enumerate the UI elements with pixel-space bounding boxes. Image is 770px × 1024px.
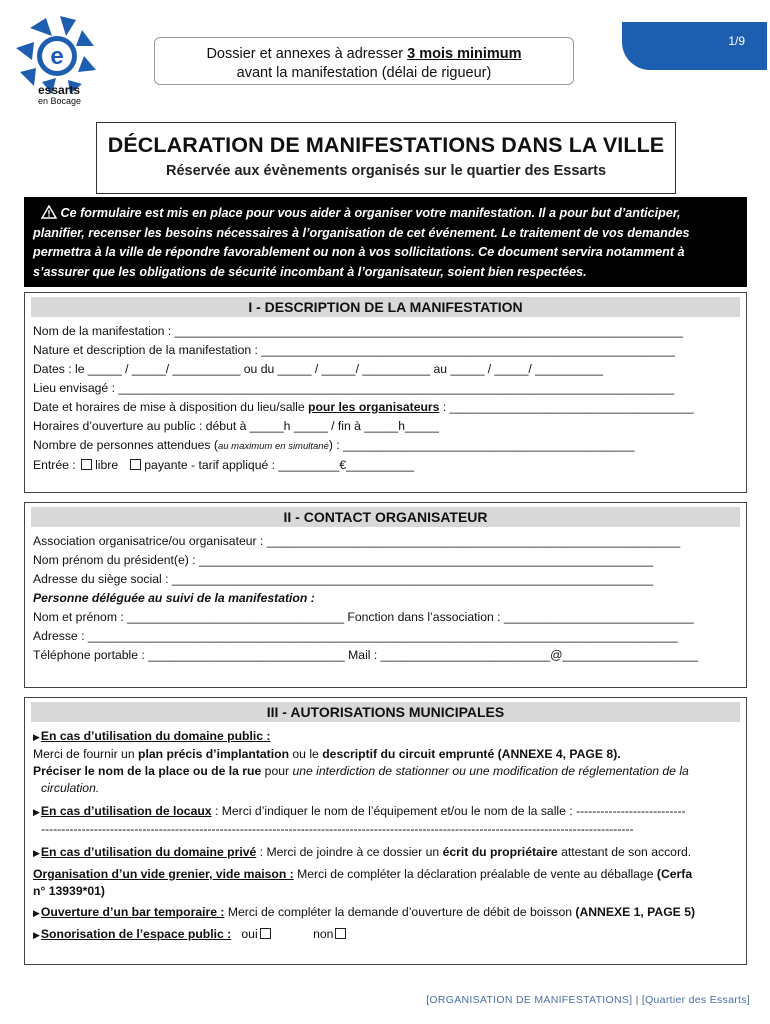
- domaine-public-text: [33, 746, 746, 763]
- text-bold: descriptif du circuit emprunté (ANNEXE 4, PAGE 8).: [322, 747, 621, 761]
- footer-sep: |: [632, 994, 642, 1006]
- page-subtitle: Réservée aux évènements organisés sur le quartier des Essarts: [165, 163, 607, 179]
- label: Nombre de personnes attendues (: [33, 438, 218, 452]
- notice-bold: 3 mois minimum: [407, 46, 522, 62]
- arrow-icon: ▶: [33, 908, 40, 918]
- locaux-blank[interactable]: --------------------------------------------------------------------------------------------------------------------------------------------------: [41, 822, 634, 836]
- field-nombre-personnes[interactable]: [33, 436, 746, 456]
- text: Merci de compléter la déclaration préalable de vente au déballage: [293, 867, 657, 881]
- warning-text-3: permettra à la ville de répondre favorablement ou non à vos sollicitations. Ce document servira notamment à: [33, 245, 685, 259]
- field-telephone-mail[interactable]: Téléphone portable : _____________________________ Mail : _________________________@____________________: [33, 648, 699, 662]
- text-bold: plan précis d’implantation: [138, 747, 290, 761]
- label-bold: pour les organisateurs: [308, 400, 440, 414]
- vide-title: Organisation d’un vide grenier, vide maison :: [33, 867, 294, 881]
- locaux-row[interactable]: [33, 803, 746, 821]
- field-nom-manifestation[interactable]: Nom de la manifestation : ___________________________________________________________________________: [33, 324, 683, 338]
- vide-grenier-row: [33, 866, 746, 883]
- field-horaires[interactable]: Horaires d’ouverture au public : début à _____h _____ / fin à _____h_____: [33, 419, 439, 433]
- section-header: III - AUTORISATIONS MUNICIPALES: [31, 702, 740, 722]
- field-siege[interactable]: Adresse du siège social : _______________________________________________________________________: [33, 572, 654, 586]
- footer-left: [ORGANISATION DE MANIFESTATIONS]: [426, 994, 633, 1006]
- field-dates[interactable]: Dates : le _____ / _____/ __________ ou du _____ / _____/ __________ au _____ / _____/ __________: [33, 362, 603, 376]
- section-header: I - DESCRIPTION DE LA MANIFESTATION: [31, 297, 740, 317]
- footer: [410, 994, 750, 1006]
- text-bold: Préciser le nom de la place ou de la rue: [33, 764, 262, 778]
- cerfa-number: n° 13939*01): [33, 884, 105, 898]
- text: pour: [261, 764, 293, 778]
- deadline-notice: [154, 37, 574, 85]
- section-autorisations: [24, 697, 747, 965]
- field-mise-a-disposition[interactable]: [33, 398, 746, 417]
- bar-row: [33, 904, 746, 922]
- field-president[interactable]: Nom prénom du président(e) : ___________________________________________________________________: [33, 553, 654, 567]
- text: : Merci de joindre à ce dossier un: [256, 845, 443, 859]
- warning-text-1: Ce formulaire est mis en place pour vous aider à organiser votre manifestation. Il a pour but d’anticiper,: [60, 206, 681, 220]
- non-checkbox[interactable]: [335, 928, 346, 939]
- text: Merci de compléter la demande d’ouverture de débit de boisson: [224, 905, 576, 919]
- locaux-text: : Merci d’indiquer le nom de l’équipement et/ou le nom de la salle : ---------------------------: [211, 804, 686, 818]
- page-number-tab: [622, 22, 767, 70]
- field-nom-fonction[interactable]: Nom et prénom : ________________________________ Fonction dans l’association : ____________________________: [33, 610, 694, 624]
- logo-sub: en Bocage: [38, 96, 82, 106]
- locaux-title: En cas d’utilisation de locaux: [40, 804, 212, 818]
- prive-title: En cas d’utilisation du domaine privé: [40, 845, 257, 859]
- non-label: non: [313, 927, 334, 941]
- warning-banner: [24, 197, 747, 287]
- warning-text-2: planifier, recenser les besoins nécessaires à l’organisation de cet événement. Le traitement de vos demandes: [33, 225, 690, 240]
- svg-text:e: e: [50, 43, 64, 70]
- field-nature[interactable]: Nature et description de la manifestation : _____________________________________________________________: [33, 343, 675, 357]
- field-entree: [33, 456, 746, 475]
- text: ou le: [289, 747, 323, 761]
- label-small: au maximum en simultané: [217, 441, 329, 452]
- warning-text-4: s’assurer que les obligations de sécurité incombant à l’organisateur, soient bien respectées.: [33, 264, 587, 279]
- title-box: [96, 122, 676, 194]
- libre-label: libre: [95, 458, 119, 472]
- label: Date et horaires de mise à disposition du lieu/salle: [33, 400, 309, 414]
- text-italic: une interdiction de stationner ou une modification de réglementation de la: [292, 764, 689, 778]
- sono-title: Sonorisation de l’espace public :: [40, 927, 232, 941]
- section-description: [24, 292, 747, 493]
- text: Merci de fournir un: [33, 747, 138, 761]
- section-header: II - CONTACT ORGANISATEUR: [31, 507, 740, 527]
- text-bold: écrit du propriétaire: [442, 845, 558, 859]
- field-association[interactable]: Association organisatrice/ou organisateur : _____________________________________________________________: [33, 534, 681, 548]
- logo-text: [38, 85, 81, 107]
- domaine-public-precision: [33, 763, 746, 780]
- payante-checkbox[interactable]: [130, 459, 141, 470]
- section-contact: [24, 502, 747, 688]
- notice-line2: avant la manifestation (délai de rigueur): [236, 65, 492, 81]
- page-number: 1/9: [728, 34, 745, 48]
- bar-title: Ouverture d’un bar temporaire :: [40, 905, 225, 919]
- text-bold: (Cerfa: [656, 867, 693, 881]
- text-bold: (ANNEXE 1, PAGE 5): [575, 905, 696, 919]
- prive-row: [33, 844, 746, 862]
- arrow-icon: ▶: [33, 848, 40, 858]
- sonorisation-row: [33, 926, 746, 944]
- oui-label: oui: [241, 927, 258, 941]
- deleguee-heading: Personne déléguée au suivi de la manifestation :: [33, 591, 315, 605]
- blank: : ____________________________________: [439, 400, 694, 414]
- page-title: DÉCLARATION DE MANIFESTATIONS DANS LA VILLE: [107, 133, 665, 157]
- footer-right: [Quartier des Essarts]: [641, 994, 750, 1006]
- oui-checkbox[interactable]: [260, 928, 271, 939]
- field-adresse[interactable]: Adresse : _______________________________________________________________________________________: [33, 629, 678, 643]
- text: attestant de son accord.: [557, 845, 692, 859]
- arrow-icon: ▶: [33, 930, 40, 940]
- warning-triangle-icon: [41, 205, 57, 219]
- notice-text: Dossier et annexes à adresser: [206, 46, 408, 62]
- entree-label: Entrée :: [33, 458, 76, 472]
- logo-brand: essarts: [38, 83, 81, 97]
- arrow-icon: ▶: [33, 732, 40, 742]
- libre-checkbox[interactable]: [81, 459, 92, 470]
- text-italic: circulation.: [41, 781, 100, 795]
- payante-label: payante - tarif appliqué : _________€__________: [144, 458, 414, 472]
- field-lieu[interactable]: Lieu envisagé : __________________________________________________________________________________: [33, 381, 675, 395]
- domaine-public-title: En cas d’utilisation du domaine public :: [40, 729, 271, 743]
- arrow-icon: ▶: [33, 807, 40, 817]
- blank: ) : ___________________________________________: [328, 438, 635, 452]
